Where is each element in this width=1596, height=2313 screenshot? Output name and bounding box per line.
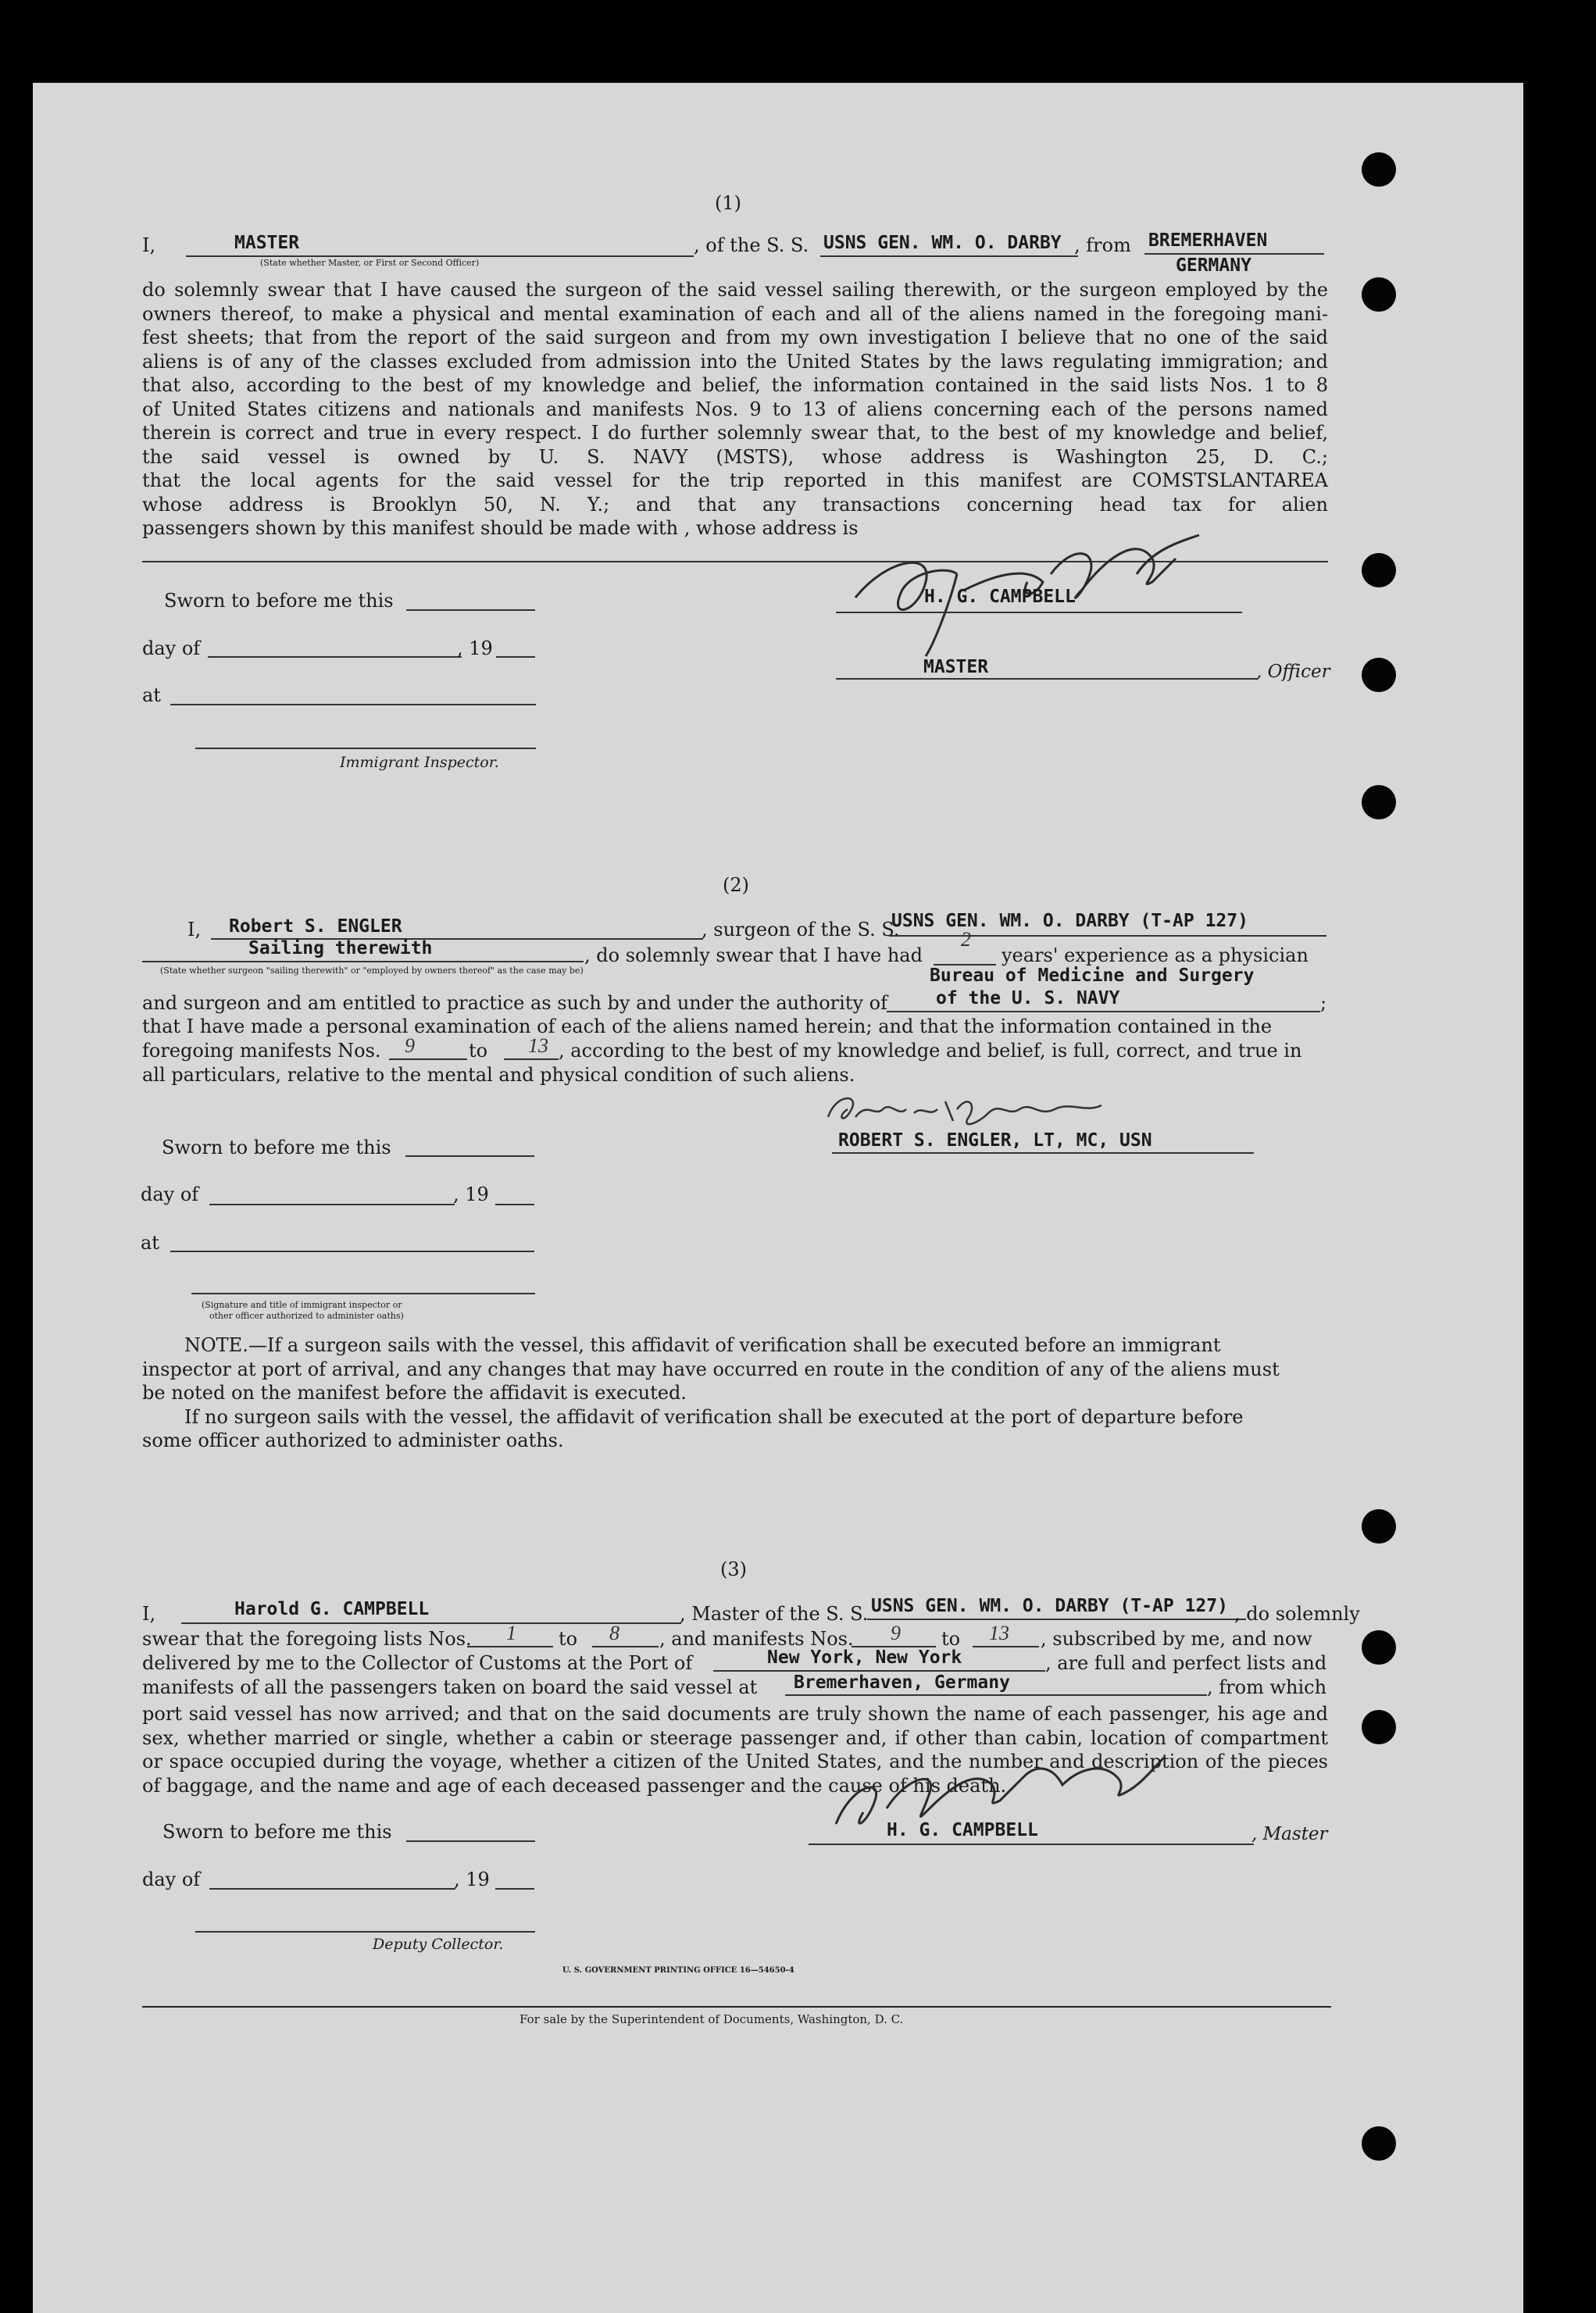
section-3-i: I, xyxy=(142,1603,156,1625)
master-typed-name-3: H. G. CAMPBELL xyxy=(887,1820,1038,1840)
departure-port-blank xyxy=(785,1694,1207,1696)
oath-line: or space occupied during the voyage, whether a citizen of the United States, and the number and description of the pieces xyxy=(142,1751,1328,1772)
oath-line: that the local agents for the said vessel for the trip reported in this manifest are COMSTSLANTAREA xyxy=(142,469,1328,491)
signer-blank-1 xyxy=(836,612,1242,613)
lists-from: 1 xyxy=(506,1622,516,1644)
punch-hole-4 xyxy=(1362,658,1396,692)
deputy-collector-label: Deputy Collector. xyxy=(373,1936,504,1953)
surgeon-name: Robert S. ENGLER xyxy=(229,916,402,937)
authority-navy: of the U. S. NAVY xyxy=(936,988,1120,1008)
from-blank xyxy=(1144,253,1324,255)
from-label: , from xyxy=(1074,234,1131,256)
taken-board-label: manifests of all the passengers taken on board the said vessel at xyxy=(142,1676,758,1698)
day-of-label-3: day of xyxy=(142,1869,201,1890)
master-title: MASTER xyxy=(923,657,989,677)
authority-bureau: Bureau of Medicine and Surgery xyxy=(930,966,1255,986)
lists-from-blank xyxy=(467,1646,553,1647)
oath-line: fest sheets; that from the report of the said surgeon and from my own investigation I believe that no one of the said xyxy=(142,327,1328,348)
vessel-blank-1 xyxy=(820,255,1078,257)
punch-hole-6 xyxy=(1362,1509,1396,1544)
punch-hole-7 xyxy=(1362,1630,1396,1665)
collector-label: delivered by me to the Collector of Customs at the Port of xyxy=(142,1652,693,1674)
note-line-5: some officer authorized to administer oaths. xyxy=(142,1430,564,1451)
particulars-line: all particulars, relative to the mental and physical condition of such aliens. xyxy=(142,1064,855,1086)
of-ss-label: , of the S. S. xyxy=(694,234,809,256)
manifests-to-blank-3 xyxy=(973,1646,1039,1647)
officer-blank xyxy=(836,678,1258,680)
day-of-label-2: day of xyxy=(141,1183,199,1205)
master-sign-blank-3 xyxy=(809,1844,1254,1845)
officer-sign-blank-2 xyxy=(191,1293,535,1294)
day-blank-1 xyxy=(208,656,462,658)
punch-hole-8 xyxy=(1362,1710,1396,1744)
section-1-oath xyxy=(142,278,1328,541)
oath-line: of baggage, and the name and age of each deceased passenger and the cause of his death. xyxy=(142,1774,1007,1797)
punch-hole-1 xyxy=(1362,152,1396,187)
year-label-2: , 19 xyxy=(453,1183,489,1205)
master-label-3: , Master xyxy=(1251,1824,1328,1844)
section-2-i: I, xyxy=(187,919,202,941)
full-perfect-label: , are full and perfect lists and xyxy=(1045,1652,1327,1674)
section-1-i: I, xyxy=(142,234,156,256)
year-label-1: , 19 xyxy=(457,637,493,659)
examination-line: that I have made a personal examination of each of the aliens named herein; and that the information contained in the xyxy=(142,1016,1273,1037)
year-blank-2 xyxy=(495,1204,534,1205)
vessel-name-3: USNS GEN. WM. O. DARBY (T-AP 127) xyxy=(871,1596,1228,1616)
officer-label: , Officer xyxy=(1256,662,1330,682)
master-hint: (State whether Master, or First or Second Officer) xyxy=(260,258,480,268)
punch-hole-3 xyxy=(1362,553,1396,587)
note-line-3: be noted on the manifest before the affidavit is executed. xyxy=(142,1382,687,1404)
manifest-from-blank xyxy=(389,1058,467,1060)
lists-label: swear that the foregoing lists Nos. xyxy=(142,1628,472,1650)
manifests-label: foregoing manifests Nos. xyxy=(142,1040,381,1062)
sale-notice: For sale by the Superintendent of Documents, Washington, D. C. xyxy=(520,2012,904,2026)
day-blank-3 xyxy=(209,1888,455,1890)
surgeon-hint: (State whether surgeon "sailing therewith" or "employed by owners thereof" as the case may be) xyxy=(160,966,584,976)
oath-line: passengers shown by this manifest should be made with , whose address is xyxy=(142,517,859,539)
surgeon-typed-name: ROBERT S. ENGLER, LT, MC, USN xyxy=(838,1130,1152,1151)
oath-line: do solemnly swear that I have caused the surgeon of the said vessel sailing therewith, or the surgeon employed by the xyxy=(142,279,1328,301)
at-blank-2 xyxy=(170,1251,534,1252)
vessel-blank-2 xyxy=(889,935,1326,937)
year-label-3: , 19 xyxy=(454,1869,490,1890)
printing-office: U. S. GOVERNMENT PRINTING OFFICE 16—54650-4 xyxy=(562,1966,794,1975)
vessel-name-1: USNS GEN. WM. O. DARBY xyxy=(823,233,1062,253)
punch-hole-9 xyxy=(1362,2126,1396,2161)
manifests-to-label-3: to xyxy=(941,1628,961,1650)
oath-line: the said vessel is owned by U. S. NAVY (MSTS), whose address is Washington 25, D. C.; xyxy=(142,445,1328,468)
at-blank-1 xyxy=(170,704,536,705)
sworn-label-3: Sworn to before me this xyxy=(162,1821,392,1843)
solemnly-swear-label: , do solemnly swear that I have had xyxy=(584,944,923,966)
manifest-to-label: to xyxy=(469,1040,488,1062)
oath-line: therein is correct and true in every respect. I do further solemnly swear that, to the best of my knowledge and belief, xyxy=(142,422,1328,444)
from-port-line2: GERMANY xyxy=(1176,255,1251,276)
section-3-number: (3) xyxy=(720,1558,747,1580)
years-label: years' experience as a physician xyxy=(1002,944,1309,966)
note-line-4: If no surgeon sails with the vessel, the affidavit of verification shall be executed at the port of departure before xyxy=(184,1406,1244,1428)
oath-line: that also, according to the best of my knowledge and belief, the information contained in the said lists Nos. 1 to 8 xyxy=(142,374,1328,396)
vessel-blank-3 xyxy=(867,1619,1246,1620)
at-label-1: at xyxy=(142,684,161,706)
lists-to-blank xyxy=(592,1646,659,1647)
manifest-from: 9 xyxy=(405,1034,415,1057)
sworn-blank-3 xyxy=(406,1840,535,1842)
surgeon-of-label: , surgeon of the S. S. xyxy=(702,919,900,941)
section-2-number: (2) xyxy=(723,874,749,896)
manifests-from-3: 9 xyxy=(891,1622,901,1644)
inspector-blank-1 xyxy=(195,748,536,749)
punch-hole-2 xyxy=(1362,277,1396,312)
day-blank-2 xyxy=(209,1204,455,1205)
lists-to-label: to xyxy=(559,1628,578,1650)
practice-line: and surgeon and am entitled to practice as such by and under the authority of xyxy=(142,992,887,1014)
manifest-to-blank xyxy=(504,1058,559,1060)
vessel-name-2: USNS GEN. WM. O. DARBY (T-AP 127) xyxy=(891,911,1248,931)
day-of-label-1: day of xyxy=(142,637,201,659)
from-port-line1: BREMERHAVEN xyxy=(1148,230,1268,251)
oath-line: sex, whether married or single, whether a cabin or steerage passenger and, if other than cabin, location of compartment xyxy=(142,1726,1328,1749)
semicolon: ; xyxy=(1320,992,1327,1014)
deputy-blank xyxy=(195,1931,535,1933)
master-blank xyxy=(186,255,694,257)
at-label-2: at xyxy=(141,1232,159,1254)
master-of-label: , Master of the S. S. xyxy=(680,1603,869,1625)
master-typed-name-1: H. G. CAMPBELL xyxy=(924,587,1076,607)
surgeon-sign-blank xyxy=(832,1152,1254,1154)
subscribed-label: , subscribed by me, and now xyxy=(1041,1628,1312,1650)
arrival-port-blank xyxy=(713,1670,1045,1672)
sworn-label-2: Sworn to before me this xyxy=(162,1137,391,1158)
manifests-tail: , according to the best of my knowledge and belief, is full, correct, and true in xyxy=(559,1040,1302,1062)
authority-blank xyxy=(887,1011,1320,1012)
year-blank-1 xyxy=(496,656,535,658)
master-designation: MASTER xyxy=(234,233,300,253)
sworn-label-1: Sworn to before me this xyxy=(164,590,394,612)
sig-note-1: (Signature and title of immigrant inspector or xyxy=(202,1300,402,1310)
oath-line: port said vessel has now arrived; and that on the said documents are truly shown the name of each passenger, his age and xyxy=(142,1703,1328,1725)
years-experience-value: 2 xyxy=(961,928,971,951)
manifests-label-3: , and manifests Nos. xyxy=(659,1628,854,1650)
master-name-blank-3 xyxy=(181,1622,681,1624)
footer-rule xyxy=(142,2006,1331,2008)
oath-line: of United States citizens and nationals and manifests Nos. 9 to 13 of aliens concerning each of the persons named xyxy=(142,398,1328,420)
manifest-to: 13 xyxy=(528,1034,548,1057)
section-1-number: (1) xyxy=(715,192,741,214)
departure-port: Bremerhaven, Germany xyxy=(794,1672,1010,1693)
year-blank-3 xyxy=(495,1888,534,1890)
note-line-1: NOTE.—If a surgeon sails with the vessel, this affidavit of verification shall be executed before an immigrant xyxy=(184,1334,1221,1356)
manifests-to-3: 13 xyxy=(989,1622,1009,1644)
surgeon-status-blank xyxy=(142,961,584,962)
lists-to: 8 xyxy=(609,1622,619,1644)
sworn-blank-2 xyxy=(405,1155,534,1157)
oath-line: aliens is of any of the classes excluded from admission into the United States by the laws regulating immigration; and xyxy=(142,350,1328,373)
punch-hole-5 xyxy=(1362,785,1396,819)
do-solemnly-label: , do solemnly xyxy=(1234,1603,1360,1625)
note-line-2: inspector at port of arrival, and any changes that may have occurred en route in the condition of any of the aliens must xyxy=(142,1358,1280,1380)
immigrant-inspector-label: Immigrant Inspector. xyxy=(340,754,499,771)
oath-line: owners thereof, to make a physical and mental examination of each and all of the aliens named in the foregoing mani- xyxy=(142,302,1328,325)
master-name-3: Harold G. CAMPBELL xyxy=(234,1599,430,1619)
surgeon-status: Sailing therewith xyxy=(248,938,433,958)
oath-line: whose address is Brooklyn 50, N. Y.; and that any transactions concerning head tax for alien xyxy=(142,493,1328,516)
sig-note-2: other officer authorized to administer oaths) xyxy=(209,1311,404,1321)
arrival-port: New York, New York xyxy=(767,1647,962,1668)
from-which-label: , from which xyxy=(1207,1676,1327,1698)
bleed-through-text xyxy=(94,0,95,1)
sworn-blank-1 xyxy=(406,609,535,611)
